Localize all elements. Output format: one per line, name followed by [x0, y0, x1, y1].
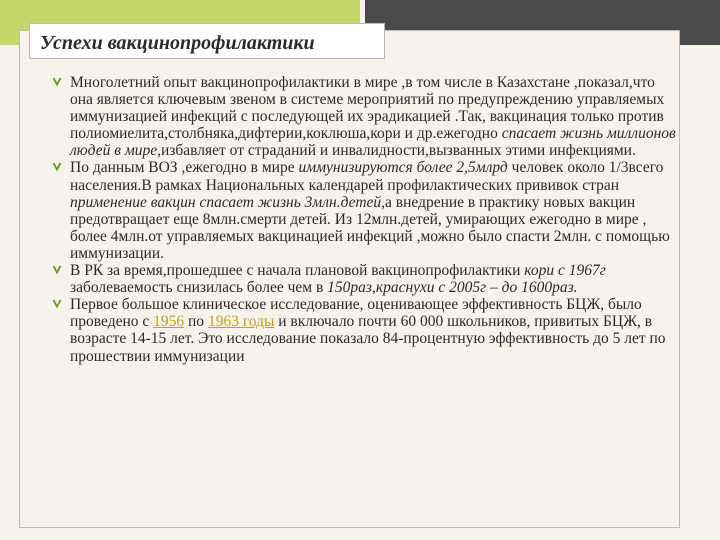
bullet-item	[48, 159, 680, 262]
bullet-text: заболеваемость снизилась более чем в	[70, 279, 328, 297]
emphasis-text: спасает жизнь миллионов людей в мире	[70, 125, 676, 160]
bullet-item	[48, 262, 680, 296]
bullet-text: Многолетний опыт вакцинопрофилактики в мире ,в том числе в Казахстане ,показал,что она является ключевым звеном в системе мероприятий по предупреждению управляемых иммунизацией инфекций с последующей их эрадикацией .Так, вакцинация только против полиомиелита,столбняка,дифтерии,коклюша,кори и др.ежегодно	[70, 74, 665, 143]
checkmark-v-icon	[52, 162, 62, 172]
slide-title: Успехи вакцинопрофилактики	[40, 32, 315, 54]
emphasis-text: применение вакцин спасает жизнь 3млн.детей	[70, 193, 382, 211]
emphasis-text: иммунизируются более 2,5млрд	[298, 159, 508, 177]
checkmark-v-icon	[52, 77, 62, 87]
emphasis-text: кори с 1967г	[524, 262, 606, 280]
bullet-text: и включало почти 60 000 школьников, привитых БЦЖ, в возрасте 14-15 лет. Это исследование показало 84-процентную эффективность до 5 лет по прошествии иммунизации	[70, 313, 666, 365]
bullet-item	[48, 74, 680, 159]
emphasis-text: 150раз,краснухи с 2005г – до 1600раз.	[327, 279, 578, 297]
bullet-text: человек около 1/3всего населения.В рамках Национальных календарей профилактических прививок стран	[70, 159, 664, 194]
bullet-item	[48, 296, 680, 364]
bullet-text: Первое большое клиническое исследование, оценивающее эффективность БЦЖ, было проведено с	[70, 296, 642, 331]
year-link[interactable]: 1956	[153, 313, 185, 331]
bullet-text: По данным ВОЗ ,ежегодно в мире	[70, 159, 299, 177]
checkmark-v-icon	[52, 265, 62, 275]
bullet-text: по	[184, 313, 208, 331]
bullet-text: В РК за время,прошедшее с начала плановой вакцинопрофилактики	[70, 262, 525, 280]
bullet-text: ,а внедрение в практику новых вакцин предотвращает еще 8млн.смерти детей. Из 12млн.детей, умирающих ежегодно в мире , более 4млн.от управляемых вакцинацией инфекций ,можно было спасти 2млн. с помощью иммунизации.	[70, 193, 670, 262]
checkmark-v-icon	[52, 299, 62, 309]
bullet-list	[48, 74, 680, 365]
year-link[interactable]: 1963 годы	[207, 313, 275, 331]
bullet-text: ,избавляет от страданий и инвалидности,вызванных этими инфекциями.	[157, 142, 636, 160]
